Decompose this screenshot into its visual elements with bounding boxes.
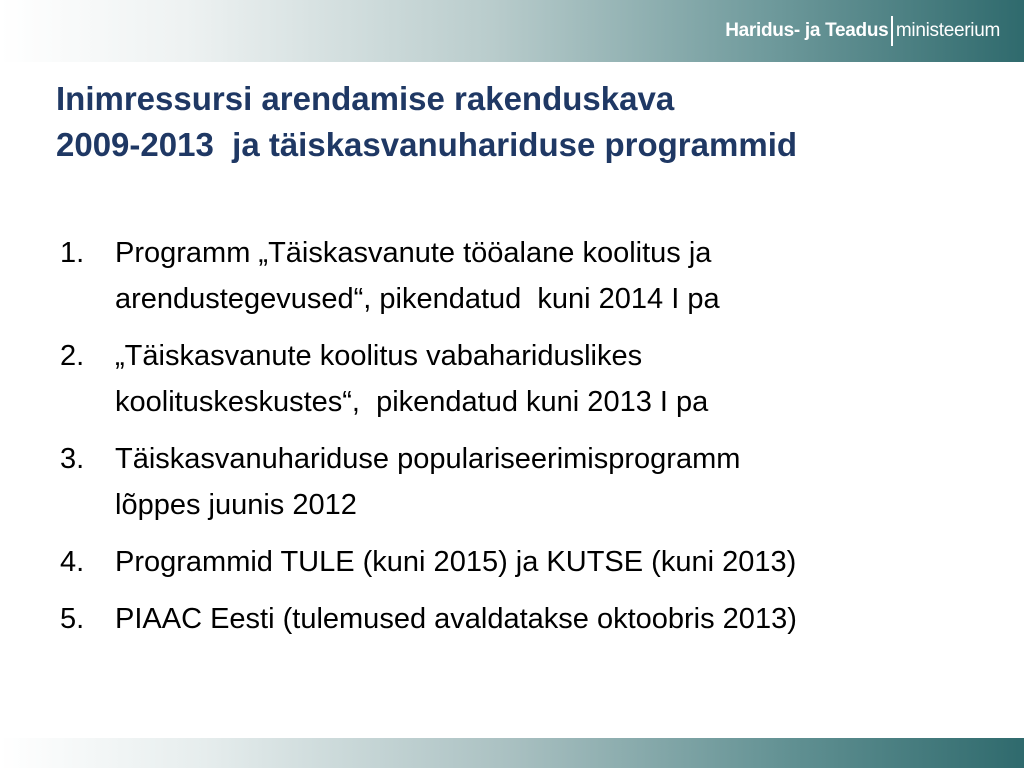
list-item-number: 2.	[60, 340, 85, 372]
list-item-line: PIAAC Eesti (tulemused avaldatakse oktoobris 2013)	[115, 603, 797, 635]
list-item-number: 3.	[60, 443, 85, 475]
list-item-text	[115, 436, 740, 528]
list-item	[60, 333, 980, 425]
list-item-line: Programmid TULE (kuni 2015) ja KUTSE (kuni 2013)	[115, 546, 797, 578]
list-item-text	[115, 333, 708, 425]
list-item-number: 4.	[60, 546, 85, 578]
program-list	[60, 230, 980, 653]
slide-title-line1: Inimressursi arendamise rakenduskava	[56, 80, 675, 117]
list-item	[60, 230, 980, 322]
footer-band	[0, 738, 1024, 768]
list-item	[60, 596, 980, 642]
logo-text-primary: Haridus- ja Teadus	[725, 20, 889, 41]
list-item-line: lõppes juunis 2012	[115, 489, 357, 521]
list-item-text	[115, 596, 797, 642]
logo-divider	[891, 16, 893, 46]
list-item-number: 5.	[60, 603, 85, 635]
list-item-line: „Täiskasvanute koolitus vabahariduslikes	[115, 340, 643, 372]
list-item-line: koolituskeskustes“, pikendatud kuni 2013 I pa	[115, 386, 709, 418]
list-item-line: Täiskasvanuhariduse populariseerimisprogramm	[115, 443, 741, 475]
list-item	[60, 436, 980, 528]
list-item-line: arendustegevused“, pikendatud kuni 2014 I pa	[115, 283, 720, 315]
slide-title-line2: 2009-2013 ja täiskasvanuhariduse programmid	[56, 126, 798, 163]
logo-text-secondary: ministeerium	[895, 20, 1000, 41]
list-item-line: Programm „Täiskasvanute tööalane koolitus ja	[115, 237, 712, 269]
list-item-text	[115, 539, 796, 585]
slide-title	[56, 76, 976, 168]
list-item-text	[115, 230, 720, 322]
header-band	[0, 0, 1024, 62]
list-item	[60, 539, 980, 585]
list-item-number: 1.	[60, 237, 85, 269]
ministry-logo	[725, 14, 1000, 48]
